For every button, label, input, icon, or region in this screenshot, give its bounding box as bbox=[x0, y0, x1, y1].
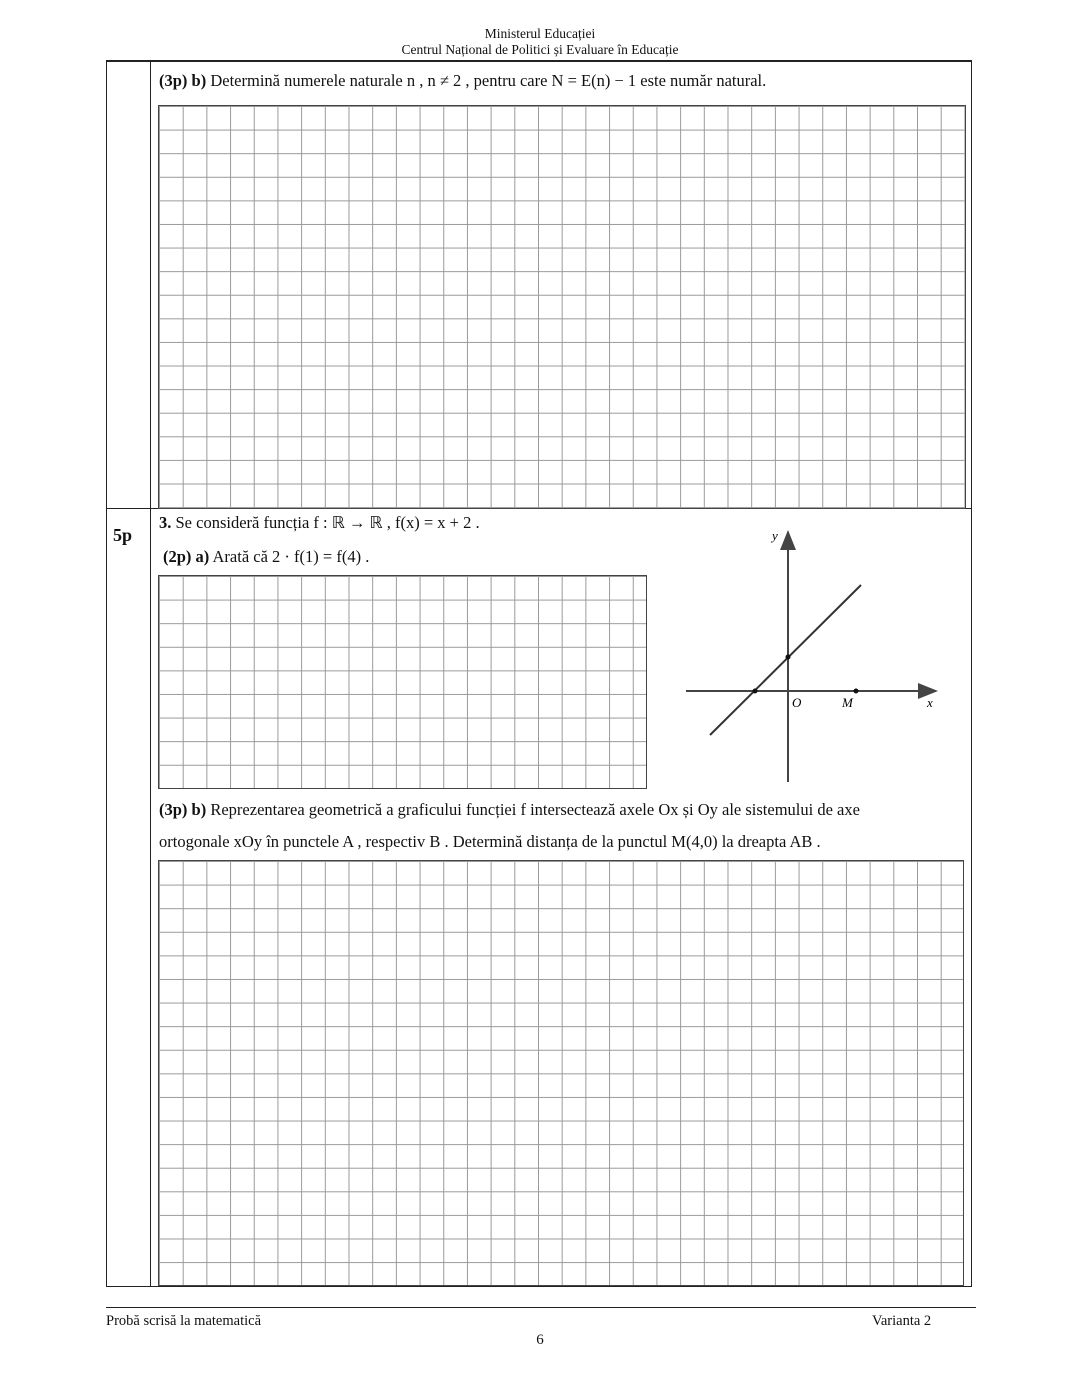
header-ministry: Ministerul Educației bbox=[484, 26, 596, 41]
point-a bbox=[753, 689, 758, 694]
points-label: (3p) b) bbox=[159, 800, 207, 819]
answer-grid-3b[interactable] bbox=[158, 860, 964, 1286]
question-statement: Se consideră funcția f : ℝ → ℝ , f(x) = x + 2 . bbox=[175, 513, 480, 532]
question-number: 3. bbox=[159, 513, 172, 532]
score-label: 5p bbox=[113, 525, 133, 545]
question-3b-line2: ortogonale xOy în punctele A , respectiv B . Determină distanța de la punctul M(4,0) la dreapta AB . bbox=[159, 832, 821, 851]
points-label: (2p) a) bbox=[163, 547, 210, 566]
question-text: Arată că 2 · f(1) = f(4) . bbox=[212, 547, 370, 566]
function-line bbox=[710, 585, 861, 735]
footer-subject: Probă scrisă la matematică bbox=[106, 1313, 262, 1329]
origin-label: O bbox=[792, 695, 802, 710]
footer-variant: Varianta 2 bbox=[872, 1313, 932, 1329]
question-3b-line1 bbox=[159, 800, 860, 820]
score-column-divider bbox=[150, 60, 151, 1286]
footer-rule bbox=[106, 1307, 976, 1308]
answer-grid-2b[interactable] bbox=[158, 105, 966, 509]
point-m-label: M bbox=[842, 695, 853, 710]
y-axis-label: y bbox=[772, 528, 778, 543]
point-m bbox=[854, 689, 859, 694]
points-label: (3p) b) bbox=[159, 71, 207, 90]
question-2b bbox=[159, 71, 766, 91]
question-3 bbox=[159, 513, 480, 533]
answer-grid-3a[interactable] bbox=[158, 575, 647, 789]
function-graph bbox=[670, 520, 950, 790]
header-center: Centrul Național de Politici și Evaluare în Educație bbox=[401, 42, 679, 57]
page-number: 6 bbox=[536, 1332, 544, 1348]
point-b bbox=[786, 655, 791, 660]
question-text: Determină numerele naturale n , n ≠ 2 , pentru care N = E(n) − 1 este număr natural. bbox=[210, 71, 767, 90]
question-3a bbox=[163, 547, 369, 567]
x-axis-label: x bbox=[927, 695, 933, 710]
question-text: Reprezentarea geometrică a graficului funcției f intersectează axele Ox și Oy ale sistemului de axe bbox=[210, 800, 860, 819]
